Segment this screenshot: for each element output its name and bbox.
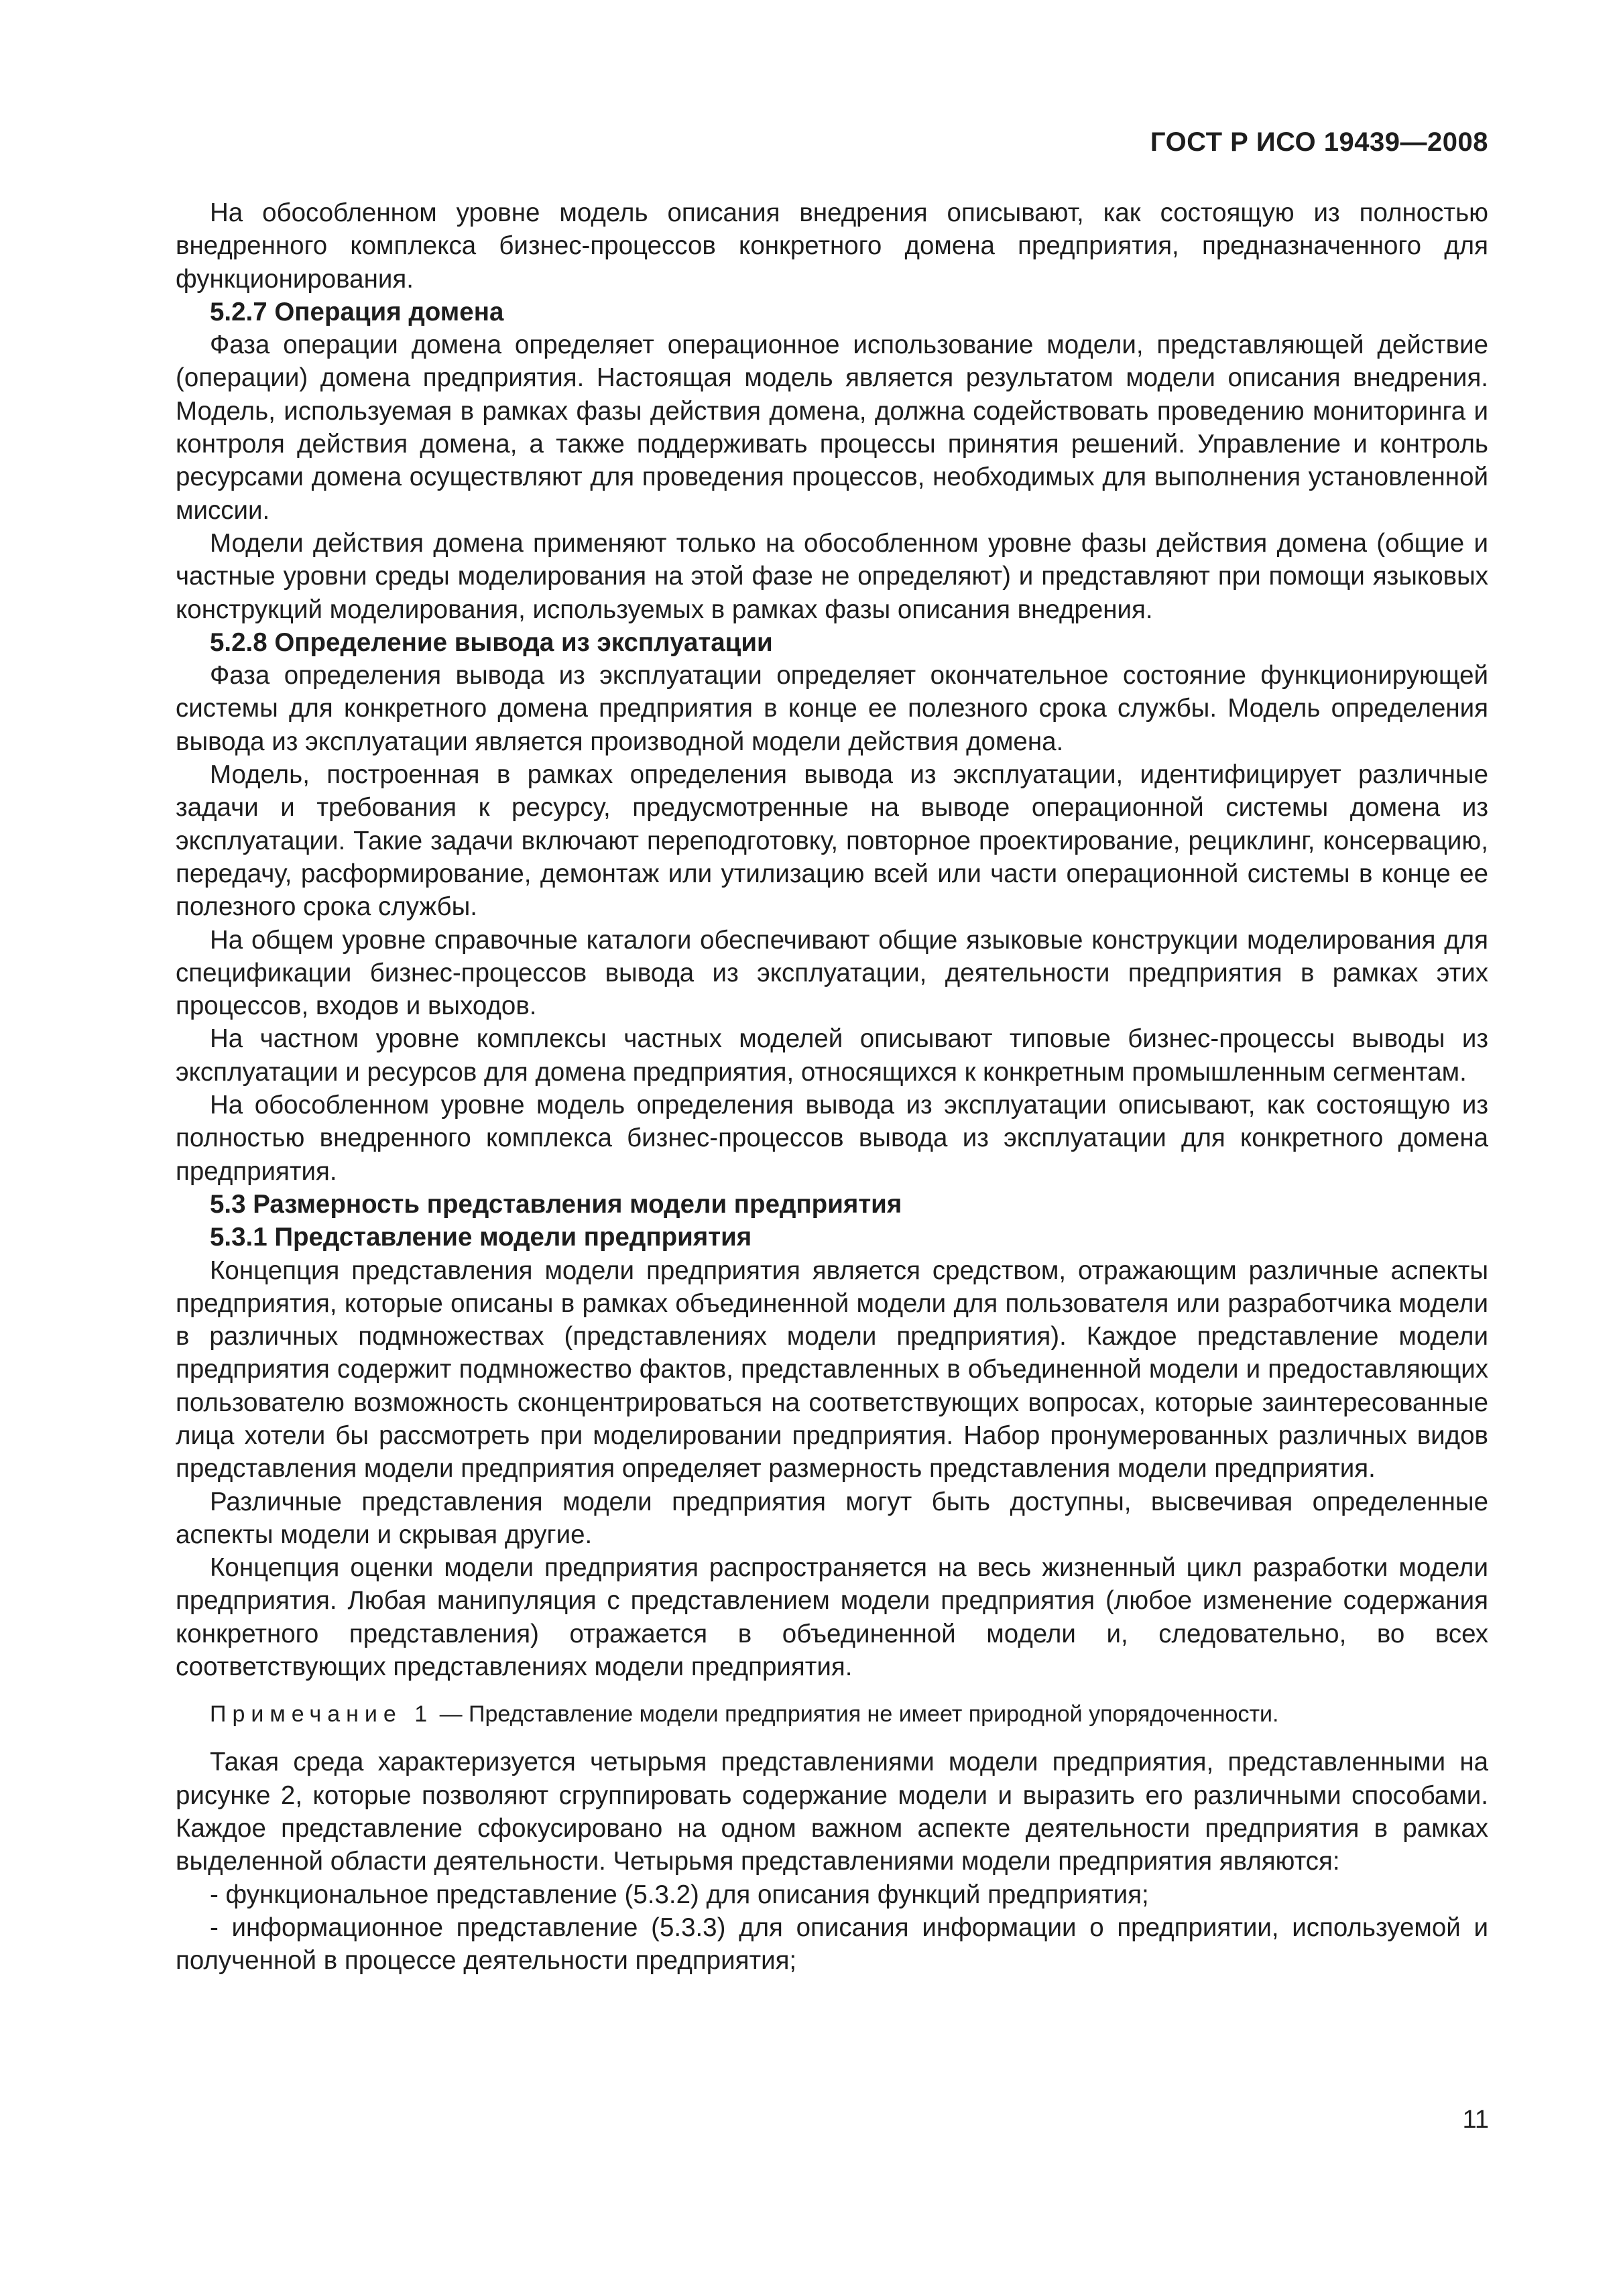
paragraph: На обособленном уровне модель определения вывода из эксплуатации описывают, как состоящую из полностью внедренного комплекса бизнес-процессов вывода из эксплуатации для конкретного домена предприятия. — [176, 1091, 1488, 1186]
list-item: - функциональное представление (5.3.2) для описания функций предприятия; — [210, 1880, 1149, 1909]
paragraph: Такая среда характеризуется четырьмя представлениями модели предприятия, представленными на рисунке 2, которые позволяют сгруппировать содержание модели и выразить его различными способами. Каждое представление сфокусировано на одном важном аспекте деятельности предприятия в рамках выделенной области деятельности. Четырьмя представлениями модели предприятия являются: — [176, 1748, 1488, 1876]
paragraph: Фаза определения вывода из эксплуатации определяет окончательное состояние функционирующей системы для конкретного домена предприятия в конце ее полезного срока службы. Модель определения вывода из эксплуатации является производной модели действия домена. — [176, 661, 1488, 756]
paragraph: Различные представления модели предприятия могут быть доступны, высвечивая определенные аспекты модели и скрывая другие. — [176, 1487, 1488, 1549]
paragraph: На обособленном уровне модель описания внедрения описывают, как состоящую из полностью внедренного комплекса бизнес-процессов конкретного домена предприятия, предназначенного для функционирования. — [176, 198, 1488, 294]
page-number: 11 — [1462, 2106, 1489, 2134]
section-heading-5-2-8: 5.2.8 Определение вывода из эксплуатации — [210, 627, 773, 657]
paragraph: На общем уровне справочные каталоги обеспечивают общие языковые конструкции моделирования для спецификации бизнес-процессов вывода из эксплуатации, деятельности предприятия в рамках этих процессов, входов и выходов. — [176, 925, 1488, 1021]
list-item: - информационное представление (5.3.3) для описания информации о предприятии, используемой и полученной в процессе деятельности предприятия; — [176, 1913, 1488, 1976]
standard-header: ГОСТ Р ИСО 19439—2008 — [1150, 127, 1488, 157]
section-heading-5-2-7: 5.2.7 Операция домена — [210, 297, 504, 326]
note-text: — Представление модели предприятия не имеет природной упорядоченности. — [439, 1701, 1279, 1728]
section-heading-5-3: 5.3 Размерность представления модели предприятия — [210, 1189, 902, 1219]
paragraph: Концепция представления модели предприятия является средством, отражающим различные аспекты предприятия, которые описаны в рамках объединенной модели для пользователя или разработчика модели в различных подмножествах (представлениях модели предприятия). Каждое представление модели предприятия содержит подмножество фактов, представленных в объединенной модели и предоставляющих пользователю возможность сконцентрироваться на соответствующих вопросах, которые заинтересованные лица хотели бы рассмотреть при моделировании предприятия. Набор пронумерованных различных видов представления модели предприятия определяет размерность представления модели предприятия. — [176, 1256, 1488, 1484]
paragraph: Концепция оценки модели предприятия распространяется на весь жизненный цикл разработки модели предприятия. Любая манипуляция с представлением модели предприятия (любое изменение содержания конкретного представления) отражается в объединенной модели и, следовательно, во всех соответствующих представлениях модели предприятия. — [176, 1553, 1488, 1682]
section-heading-5-3-1: 5.3.1 Представление модели предприятия — [210, 1223, 752, 1252]
document-body — [176, 196, 1488, 1977]
paragraph: Модель, построенная в рамках определения вывода из эксплуатации, идентифицирует различные задачи и требования к ресурсу, предусмотренные на выводе операционной системы домена из эксплуатации. Такие задачи включают переподготовку, повторное проектирование, рециклинг, консервацию, передачу, расформирование, демонтаж или утилизацию всей или части операционной системы в конце ее полезного срока службы. — [176, 760, 1488, 922]
paragraph: Модели действия домена применяют только на обособленном уровне фазы действия домена (общие и частные уровни среды моделирования на этой фазе не определяют) и представляют при помощи языковых конструкций моделирования, используемых в рамках фазы описания внедрения. — [176, 528, 1488, 624]
paragraph: На частном уровне комплексы частных моделей описывают типовые бизнес-процессы выводы из эксплуатации и ресурсов для домена предприятия, относящихся к конкретным промышленным сегментам. — [176, 1024, 1488, 1087]
note-label: Примечание 1 — [210, 1701, 434, 1728]
note — [176, 1698, 1488, 1731]
paragraph: Фаза операции домена определяет операционное использование модели, представляющей действие (операции) домена предприятия. Настоящая модель является результатом модели описания внедрения. Модель, используемая в рамках фазы действия домена, должна содействовать проведению мониторинга и контроля действия домена, а также поддерживать процессы принятия решений. Управление и контроль ресурсами домена осуществляют для проведения процессов, необходимых для выполнения установленной миссии. — [176, 330, 1488, 525]
